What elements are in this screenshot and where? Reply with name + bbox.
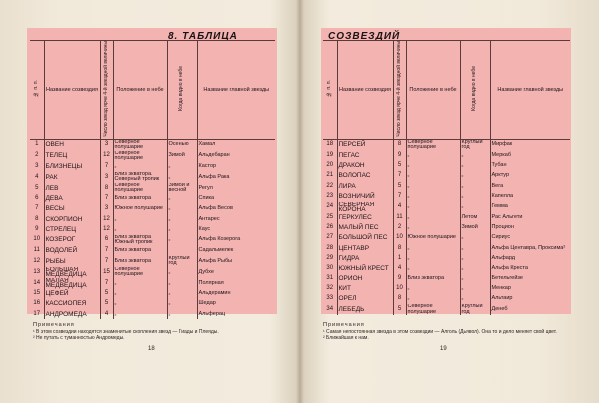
visibility-season: „ (460, 233, 490, 243)
visibility-season: „ (167, 214, 197, 224)
sky-position: „ (406, 294, 460, 304)
sky-position: Северное полушарие (113, 267, 167, 278)
table-row (323, 243, 570, 253)
constellation-name: ЮЖНЫЙ КРЕСТ (337, 264, 393, 274)
visibility-season: „ (460, 274, 490, 284)
visibility-season: „ (460, 161, 490, 171)
sky-position: „ (406, 161, 460, 171)
constellation-table-left (30, 40, 275, 319)
main-star-name: Альдерамин (197, 289, 275, 299)
star-count: 9 (393, 274, 406, 284)
sky-position: Северное полушарие (113, 139, 167, 151)
star-count: 4 (393, 264, 406, 274)
row-number: 2 (35, 152, 39, 159)
main-star-name: Каус (197, 224, 275, 234)
sky-position: „ (406, 284, 460, 294)
star-count: 8 (393, 139, 406, 151)
star-count: 3 (100, 139, 113, 151)
main-star-name: Рас Альгети (490, 213, 570, 223)
constellation-name: ВОЗНИЧИЙ (337, 191, 393, 201)
table-row (323, 151, 570, 161)
constellation-name: ВОДОЛЕЙ (44, 246, 100, 256)
constellation-name: МАЛЫЙ ПЕС (337, 223, 393, 233)
main-star-name: Шедар (197, 299, 275, 309)
main-star-name: Тубан (490, 161, 570, 171)
star-count: 5 (393, 181, 406, 191)
row-number: 3 (35, 163, 39, 170)
header-when: Когда видно в небе (167, 41, 197, 140)
sky-position: „ (406, 243, 460, 253)
constellation-name: КОЗЕРОГ (44, 235, 100, 246)
star-count: 10 (393, 284, 406, 294)
row-number: 7 (35, 205, 39, 212)
visibility-season: „ (460, 253, 490, 263)
header-when: Когда видно в небе (460, 41, 490, 140)
sky-position: „ (406, 171, 460, 181)
row-number: 11 (33, 246, 40, 253)
constellation-name: БЛИЗНЕЦЫ (44, 162, 100, 172)
table-row (323, 191, 570, 201)
star-count: 8 (393, 294, 406, 304)
constellation-name: КИТ (337, 284, 393, 294)
table-row (323, 213, 570, 223)
header-main-star: Название главной звезды (197, 41, 275, 140)
visibility-season: „ (167, 267, 197, 278)
constellation-name: БОЛЬШАЯ МЕДВЕДИЦА (44, 267, 100, 278)
sky-position: Северное полушарие (406, 304, 460, 315)
visibility-season: Летом (460, 213, 490, 223)
row-number: 23 (326, 192, 334, 199)
constellation-name: ДЕВА (44, 194, 100, 204)
star-count: 7 (100, 194, 113, 204)
table-row (30, 204, 275, 214)
table-row (323, 202, 570, 213)
header-num: № п. п. (323, 41, 337, 140)
star-count: 5 (100, 289, 113, 299)
visibility-season: Зимой и весной (167, 183, 197, 194)
table-row (30, 214, 275, 224)
row-number: 31 (326, 275, 334, 282)
notes-heading: Примечания (323, 322, 365, 328)
star-count: 2 (393, 223, 406, 233)
main-star-name: Мирфак (490, 139, 570, 151)
table-row (323, 139, 570, 151)
constellation-name: ОВЕН (44, 139, 100, 151)
visibility-season: „ (460, 243, 490, 253)
row-number: 29 (326, 254, 334, 261)
visibility-season: Осенью (167, 139, 197, 151)
visibility-season: „ (460, 181, 490, 191)
star-count: 7 (100, 278, 113, 289)
star-count: 8 (393, 243, 406, 253)
constellation-name: ЛЕВ (44, 183, 100, 194)
table-row (323, 253, 570, 263)
main-star-name: Альтаир (490, 294, 570, 304)
row-number: 10 (33, 236, 41, 243)
visibility-season: „ (460, 171, 490, 181)
note-line: ¹ Самая непостоянная звезда в этом созвездии — Алголь (Дьявол). Она то и дело меняет свой цвет. (323, 328, 557, 335)
main-star-name: Альфа Рыбы (197, 256, 275, 267)
table-row (323, 274, 570, 284)
main-star-name: Бетельгейзе (490, 274, 570, 284)
star-count: 4 (393, 202, 406, 213)
main-star-name: Антарес (197, 214, 275, 224)
sky-position: „ (113, 299, 167, 309)
constellation-name: ГИДРА (337, 253, 393, 263)
main-star-name: Капелла (490, 191, 570, 201)
row-number: 32 (326, 285, 334, 292)
table-row (30, 151, 275, 162)
row-number: 6 (35, 195, 39, 202)
constellation-table-right (323, 40, 570, 315)
visibility-season: Круглый год (460, 304, 490, 315)
main-star-name: Альферац (197, 309, 275, 319)
star-count: 7 (100, 246, 113, 256)
constellation-name: РАК (44, 172, 100, 183)
sky-position: Близ экватора (406, 274, 460, 284)
visibility-season: „ (460, 151, 490, 161)
sky-position: „ (113, 289, 167, 299)
visibility-season: Круглый год (167, 256, 197, 267)
header-name: Название созвездия (337, 41, 393, 140)
table-title-left: 8. ТАБЛИЦА (168, 31, 238, 42)
main-star-name: Альфа Весов (197, 204, 275, 214)
table-row (30, 246, 275, 256)
row-number: 19 (326, 152, 334, 159)
main-star-name: Меркаб (490, 151, 570, 161)
sky-position: Близ экватора (113, 246, 167, 256)
constellation-name: ТЕЛЕЦ (44, 151, 100, 162)
constellation-name: ПЕГАС (337, 151, 393, 161)
visibility-season: „ (167, 289, 197, 299)
main-star-name: Альфа Козерога (197, 235, 275, 246)
visibility-season: „ (167, 278, 197, 289)
sky-position: „ (113, 162, 167, 172)
main-star-name: Вега (490, 181, 570, 191)
sky-position: „ (406, 213, 460, 223)
main-star-name: Регул (197, 183, 275, 194)
constellation-name: БОЛЬШОЙ ПЕС (337, 233, 393, 243)
star-count: 12 (100, 224, 113, 234)
table-row (30, 267, 275, 278)
row-number: 18 (326, 141, 334, 148)
sky-position: Северное полушарие (113, 183, 167, 194)
constellation-name: ЛЕБЕДЬ (337, 304, 393, 315)
constellation-name: ЛИРА (337, 181, 393, 191)
row-number: 12 (33, 257, 41, 264)
row-number: 26 (326, 224, 334, 231)
visibility-season: Зимой (167, 151, 197, 162)
constellation-name: ДРАКОН (337, 161, 393, 171)
main-star-name: Процион (490, 223, 570, 233)
sky-position: „ (113, 214, 167, 224)
row-number: 13 (33, 268, 41, 275)
row-number: 24 (326, 203, 334, 210)
sky-position: Близ экватора (113, 194, 167, 204)
table-row (323, 233, 570, 243)
table-row (30, 194, 275, 204)
sky-position: „ (113, 309, 167, 319)
sky-position: „ (406, 253, 460, 263)
row-number: 30 (326, 264, 334, 271)
table-row (30, 224, 275, 234)
table-row (30, 235, 275, 246)
main-star-name: Альдебаран (197, 151, 275, 162)
constellation-name: СКОРПИОН (44, 214, 100, 224)
sky-position: „ (406, 181, 460, 191)
main-star-name: Альфа Рака (197, 172, 275, 183)
star-count: 1 (393, 253, 406, 263)
table-row (323, 294, 570, 304)
star-count: 10 (393, 233, 406, 243)
star-count: 7 (100, 162, 113, 172)
visibility-season: Зимой (460, 223, 490, 233)
visibility-season: Круглый год (460, 139, 490, 151)
visibility-season (167, 246, 197, 256)
table-row (323, 171, 570, 181)
visibility-season: „ (167, 224, 197, 234)
notes-left (33, 322, 273, 342)
star-count: 4 (100, 309, 113, 319)
main-star-name: Полярная (197, 278, 275, 289)
sky-position: „ (406, 223, 460, 233)
main-star-name: Гемма (490, 202, 570, 213)
constellation-name: ВОЛОПАС (337, 171, 393, 181)
sky-position: „ (406, 191, 460, 201)
sky-position: Южное полушарие (406, 233, 460, 243)
constellation-name: ОРЕЛ (337, 294, 393, 304)
table-title-right: СОЗВЕЗДИЙ (328, 31, 401, 42)
sky-position: Южное полушарие (113, 204, 167, 214)
main-star-name: Альфард (490, 253, 570, 263)
notes-right (323, 322, 573, 342)
main-star-name: Кастор (197, 162, 275, 172)
constellation-name: ОРИОН (337, 274, 393, 284)
visibility-season: „ (167, 204, 197, 214)
star-count: 7 (393, 191, 406, 201)
main-star-name: Арктур (490, 171, 570, 181)
notes-heading: Примечания (33, 322, 75, 328)
star-count: 6 (100, 235, 113, 246)
page-number-right: 19 (440, 346, 447, 352)
row-number: 20 (326, 162, 334, 169)
constellation-name: МАЛАЯ МЕДВЕДИЦА (44, 278, 100, 289)
row-number: 34 (326, 306, 334, 313)
constellation-name: ЦЕНТАВР (337, 243, 393, 253)
row-number: 15 (33, 290, 41, 297)
row-number: 33 (326, 295, 334, 302)
constellation-name: СЕВЕРНАЯ КОРОНА (337, 202, 393, 213)
visibility-season: „ (167, 162, 197, 172)
sky-position: „ (406, 264, 460, 274)
star-count: 5 (393, 304, 406, 315)
row-number: 21 (326, 172, 334, 179)
main-star-name: Садальмелек (197, 246, 275, 256)
header-position: Положение в небе (113, 41, 167, 140)
star-count: 15 (100, 267, 113, 278)
sky-position: „ (406, 202, 460, 213)
main-star-name: Менкар (490, 284, 570, 294)
note-line: ² Не путать с туманностью Андромеды. (33, 335, 125, 341)
page-number-left: 18 (148, 346, 155, 352)
main-star-name: Альфа Центавра, Проксима² (490, 243, 570, 253)
row-number: 27 (326, 234, 334, 241)
star-count: 5 (393, 161, 406, 171)
constellation-name: ПЕРСЕЙ (337, 139, 393, 151)
constellation-name: ЦЕФЕЙ (44, 289, 100, 299)
table-row (30, 309, 275, 319)
sky-position: Близ экватора Южный тропик (113, 235, 167, 246)
row-number: 25 (326, 213, 334, 220)
visibility-season: „ (460, 284, 490, 294)
row-number: 14 (33, 279, 41, 286)
sky-position: „ (113, 278, 167, 289)
header-position: Положение в небе (406, 41, 460, 140)
visibility-season: „ (167, 235, 197, 246)
row-number: 5 (35, 184, 39, 191)
sky-position: „ (406, 151, 460, 161)
row-number: 22 (326, 182, 334, 189)
sky-position: Северное полушарие (113, 151, 167, 162)
star-count: 12 (100, 214, 113, 224)
main-star-name: Спика (197, 194, 275, 204)
visibility-season: „ (167, 309, 197, 319)
constellation-name: КАССИОПЕЯ (44, 299, 100, 309)
visibility-season: „ (460, 294, 490, 304)
row-number: 1 (35, 141, 39, 148)
table-row (30, 172, 275, 183)
header-main-star: Название главной звезды (490, 41, 570, 140)
star-count: 11 (393, 213, 406, 223)
table-row (30, 256, 275, 267)
star-count: 3 (100, 204, 113, 214)
visibility-season: „ (460, 191, 490, 201)
constellation-name: ВЕСЫ (44, 204, 100, 214)
row-number: 9 (35, 225, 39, 232)
main-star-name: Альфа Креста (490, 264, 570, 274)
table-row (323, 161, 570, 171)
sky-position: Близ экватора (113, 256, 167, 267)
table-row (30, 278, 275, 289)
main-star-name: Дубхе (197, 267, 275, 278)
table-row (30, 299, 275, 309)
header-num: № п. п. (30, 41, 44, 140)
header-stars: Число звезд ярче 4-й звездной величины (393, 41, 406, 140)
visibility-season: „ (460, 264, 490, 274)
note-line: ² Ближайшая к нам. (323, 335, 369, 341)
visibility-season: „ (167, 299, 197, 309)
star-count: 7 (393, 171, 406, 181)
visibility-season: „ (167, 194, 197, 204)
constellation-name: АНДРОМЕДА (44, 309, 100, 319)
star-count: 9 (393, 151, 406, 161)
constellation-name: РЫБЫ (44, 256, 100, 267)
table-row (323, 264, 570, 274)
note-line: ¹ В этом созвездии находятся знаменитые скопления звезд — Гиады и Плеяды. (33, 328, 219, 335)
star-count: 12 (100, 151, 113, 162)
main-star-name: Денеб (490, 304, 570, 315)
row-number: 4 (35, 173, 39, 180)
star-count: 3 (100, 172, 113, 183)
star-count: 8 (100, 183, 113, 194)
sky-position: Близ экватора. Северный тропик (113, 172, 167, 183)
table-row (30, 139, 275, 151)
table-row (323, 304, 570, 315)
row-number: 17 (33, 310, 41, 317)
star-count: 5 (100, 299, 113, 309)
table-row (30, 162, 275, 172)
table-row (30, 289, 275, 299)
main-star-name: Хамал (197, 139, 275, 151)
table-row (30, 183, 275, 194)
sky-position: „ (113, 224, 167, 234)
row-number: 16 (33, 300, 41, 307)
row-number: 8 (35, 215, 39, 222)
sky-position: Северное полушарие (406, 139, 460, 151)
main-star-name: Сириус (490, 233, 570, 243)
constellation-name: СТРЕЛЕЦ (44, 224, 100, 234)
table-row (323, 181, 570, 191)
visibility-season: „ (167, 172, 197, 183)
constellation-name: ГЕРКУЛЕС (337, 213, 393, 223)
star-count: 7 (100, 256, 113, 267)
book-gutter (296, 0, 304, 403)
row-number: 28 (326, 244, 334, 251)
header-name: Название созвездия (44, 41, 100, 140)
header-stars: Число звезд ярче 4-й звездной величины (100, 41, 113, 140)
table-row (323, 223, 570, 233)
table-row (323, 284, 570, 294)
visibility-season: „ (460, 202, 490, 213)
